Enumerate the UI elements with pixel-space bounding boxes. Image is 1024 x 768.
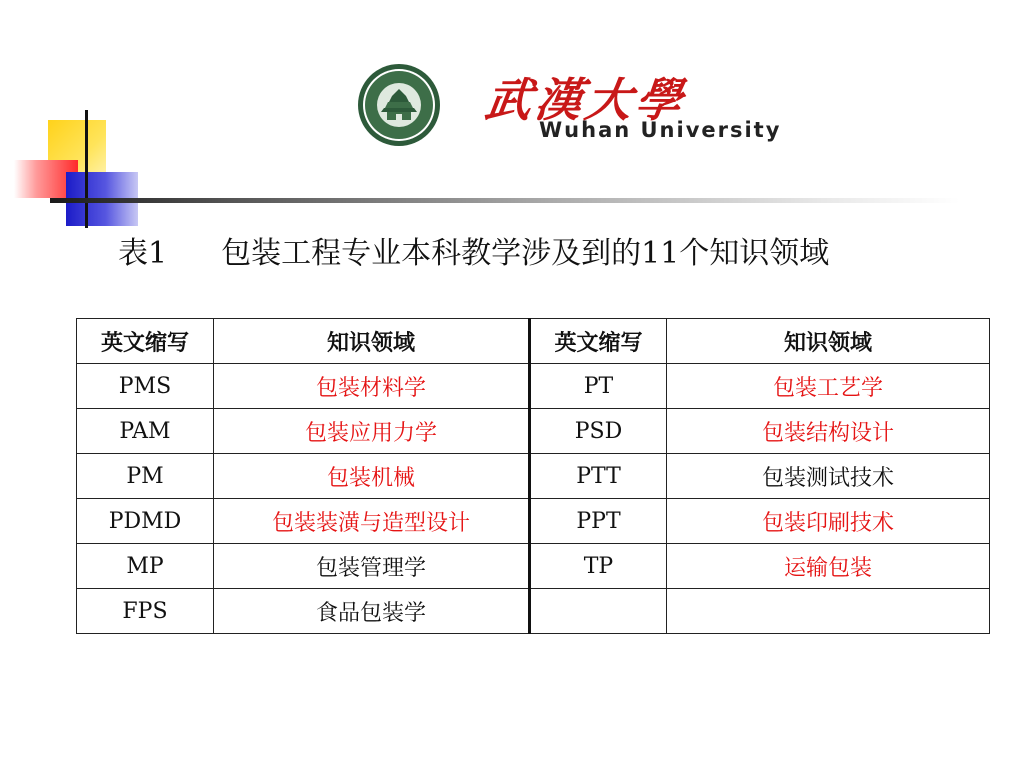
- field-cell: 包装印刷技术: [667, 499, 990, 544]
- abbr-cell: PDMD: [77, 499, 214, 544]
- logo-english-name: Wuhan University: [539, 118, 782, 142]
- header-field-1: 知识领域: [214, 319, 530, 364]
- table-row: [77, 364, 990, 409]
- field-cell: 包装管理学: [214, 544, 530, 589]
- decor-vertical-line: [85, 110, 88, 228]
- table-row: [77, 589, 990, 634]
- abbr-cell: PAM: [77, 409, 214, 454]
- field-cell: 包装应用力学: [214, 409, 530, 454]
- header-field-2: 知识领域: [667, 319, 990, 364]
- field-cell: 包装测试技术: [667, 454, 990, 499]
- slide-title: [118, 228, 829, 272]
- abbr-cell: PT: [530, 364, 667, 409]
- knowledge-areas-table: [76, 318, 990, 634]
- decor-horizontal-rule: [50, 198, 960, 203]
- header-abbr-1: 英文缩写: [77, 319, 214, 364]
- header-abbr-2: 英文缩写: [530, 319, 667, 364]
- abbr-cell: PSD: [530, 409, 667, 454]
- table-row: [77, 454, 990, 499]
- table-row: [77, 499, 990, 544]
- table-row: [77, 544, 990, 589]
- abbr-cell: MP: [77, 544, 214, 589]
- field-cell: 包装机械: [214, 454, 530, 499]
- field-cell: [667, 589, 990, 634]
- table-caption: 包装工程专业本科教学涉及到的11个知识领域: [221, 236, 830, 271]
- university-seal-icon: [356, 62, 442, 148]
- field-cell: 包装装潢与造型设计: [214, 499, 530, 544]
- abbr-cell: TP: [530, 544, 667, 589]
- field-cell: 包装工艺学: [667, 364, 990, 409]
- abbr-cell: [530, 589, 667, 634]
- table-header-row: [77, 319, 990, 364]
- field-cell: 运输包装: [667, 544, 990, 589]
- abbr-cell: PMS: [77, 364, 214, 409]
- table-number: 表1: [118, 236, 168, 271]
- table-row: [77, 409, 990, 454]
- field-cell: 食品包装学: [214, 589, 530, 634]
- abbr-cell: FPS: [77, 589, 214, 634]
- field-cell: 包装材料学: [214, 364, 530, 409]
- abbr-cell: PM: [77, 454, 214, 499]
- logo-chinese-name: 武漢大學: [481, 73, 690, 127]
- field-cell: 包装结构设计: [667, 409, 990, 454]
- abbr-cell: PPT: [530, 499, 667, 544]
- abbr-cell: PTT: [530, 454, 667, 499]
- university-logo: [356, 60, 786, 150]
